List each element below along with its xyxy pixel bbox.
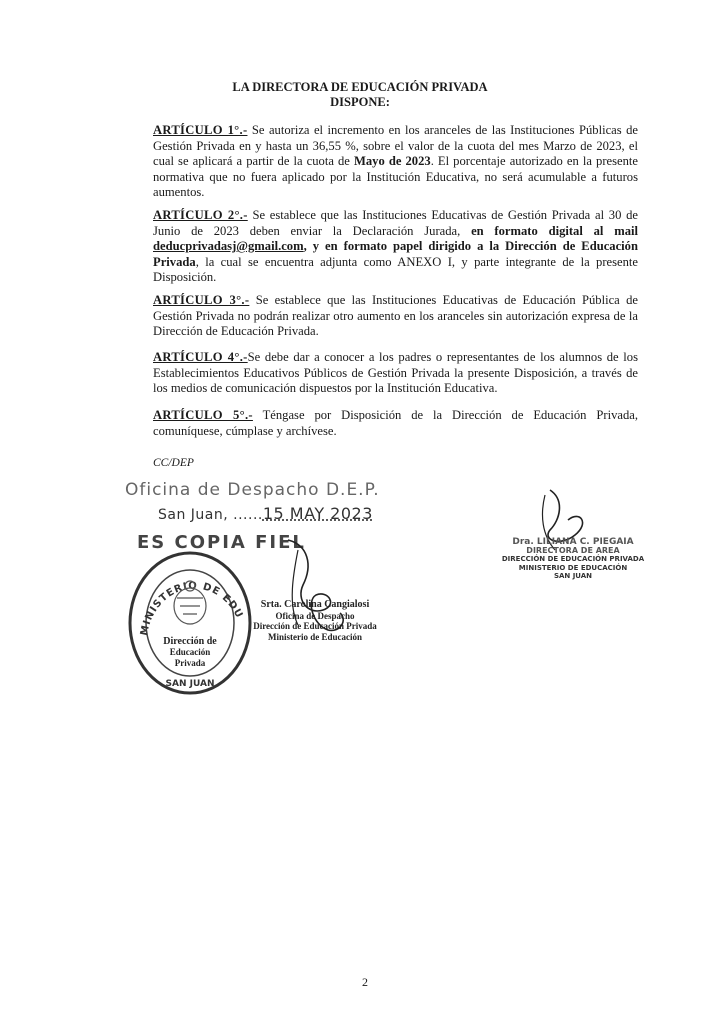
article-1-label: ARTÍCULO 1°.- [153,123,248,137]
article-4 [153,350,638,397]
article-1-bold-date: Mayo de 2023 [353,154,431,169]
signature-right-line4: MINISTERIO DE EDUCACIÓN [518,563,628,572]
signature-block-left [250,600,380,642]
document-heading [120,80,600,110]
article-2-text-end: , la cual se encuentra adjunta como ANEXO I, y parte integrante de la presente Disposición. [153,254,638,285]
page-number: 2 [362,975,368,989]
copy-stamp: ES COPIA FIEL [137,532,306,553]
signature-right-line5: SAN JUAN [553,572,593,580]
signature-left-line3: Dirección de Educación Privada [253,621,377,631]
article-4-label: ARTÍCULO 4°.- [153,350,248,364]
article-2-bold-paper: , y en formato papel dirigido a la Dirección de Educación Privada [153,239,638,269]
signature-left-name: Srta. Carolina Cangialosi [260,599,370,610]
seal-center-line1: Dirección de [163,636,217,647]
article-5-label: ARTÍCULO 5°.- [153,408,253,422]
article-3 [153,293,638,340]
article-1-text: Se autoriza el incremento en los aranceles de las Instituciones Públicas de Gestión Privada en y hasta un 36,55 %, sobre el valor de la cuota del mes Marzo de 2023, el cual se aplicará a partir de la cuota de [153,123,638,169]
signature-right-name: Dra. LILIANA C. PIEGAIA [512,537,634,547]
signature-left-line4: Ministerio de Educación [268,631,362,642]
article-5-text: Téngase por Disposición de la Dirección de Educación Privada, comuníquese, cúmplase y archívese. [153,408,638,438]
article-5 [153,408,638,439]
seal-ring-path: MINISTERIO DE EDUCACIÓN [120,540,245,637]
seal-center-line2: Educación [169,647,211,657]
signature-right-line2: DIRECTORA DE AREA [526,545,620,555]
article-2-bold-digital: en formato digital al mail [471,223,638,238]
heading-dispone: DISPONE: [330,95,390,109]
article-1-text-end: . El porcentaje autorizado en la presente normativa que no fuera aplicado por la Institución Educativa, no será acumulable a futuros aumentos. [153,154,638,200]
ministry-seal [120,540,255,698]
signature-left-line2: Oficina de Despacho [275,610,355,621]
signature-right-line3: DIRECCIÓN DE EDUCACIÓN PRIVADA [501,555,645,563]
article-4-text: Se debe dar a conocer a los padres o representantes de los alumnos de los Establecimientos Educativos Públicos de Gestión Privada la presente Disposición, a través de los medios de comunicación dispuestos por la Institución Educativa. [153,350,638,396]
article-2-label: ARTÍCULO 2°.- [153,208,248,222]
office-stamp-prefix: San Juan, ...... [158,507,263,523]
signature-block-right [498,538,648,581]
office-stamp-line1: Oficina de Despacho D.E.P. [125,480,380,500]
article-2-email: deducprivadasj@gmail.com [153,239,304,254]
seal-center-line3: Privada [174,658,206,668]
article-2-text: Se establece que las Instituciones Educativas de Gestión Privada al 30 de Junio de 2023 deben enviar la Declaración Jurada, [153,208,638,238]
heading-title: LA DIRECTORA DE EDUCACIÓN PRIVADA [232,80,488,94]
cc-reference: CC/DEP [153,457,194,469]
article-3-label: ARTÍCULO 3°.- [153,293,250,307]
seal-bottom: SAN JUAN [165,679,215,689]
article-2 [153,208,638,286]
office-stamp-date-line [158,504,373,523]
article-3-text: Se establece que las Instituciones Educativas de Educación Pública de Gestión Privada no podrán realizar otro aumento en los aranceles sin autorización expresa de la Dirección de Educación Privada. [153,293,638,339]
office-stamp-date: 15 MAY 2023 [262,504,373,523]
article-1 [153,123,638,201]
